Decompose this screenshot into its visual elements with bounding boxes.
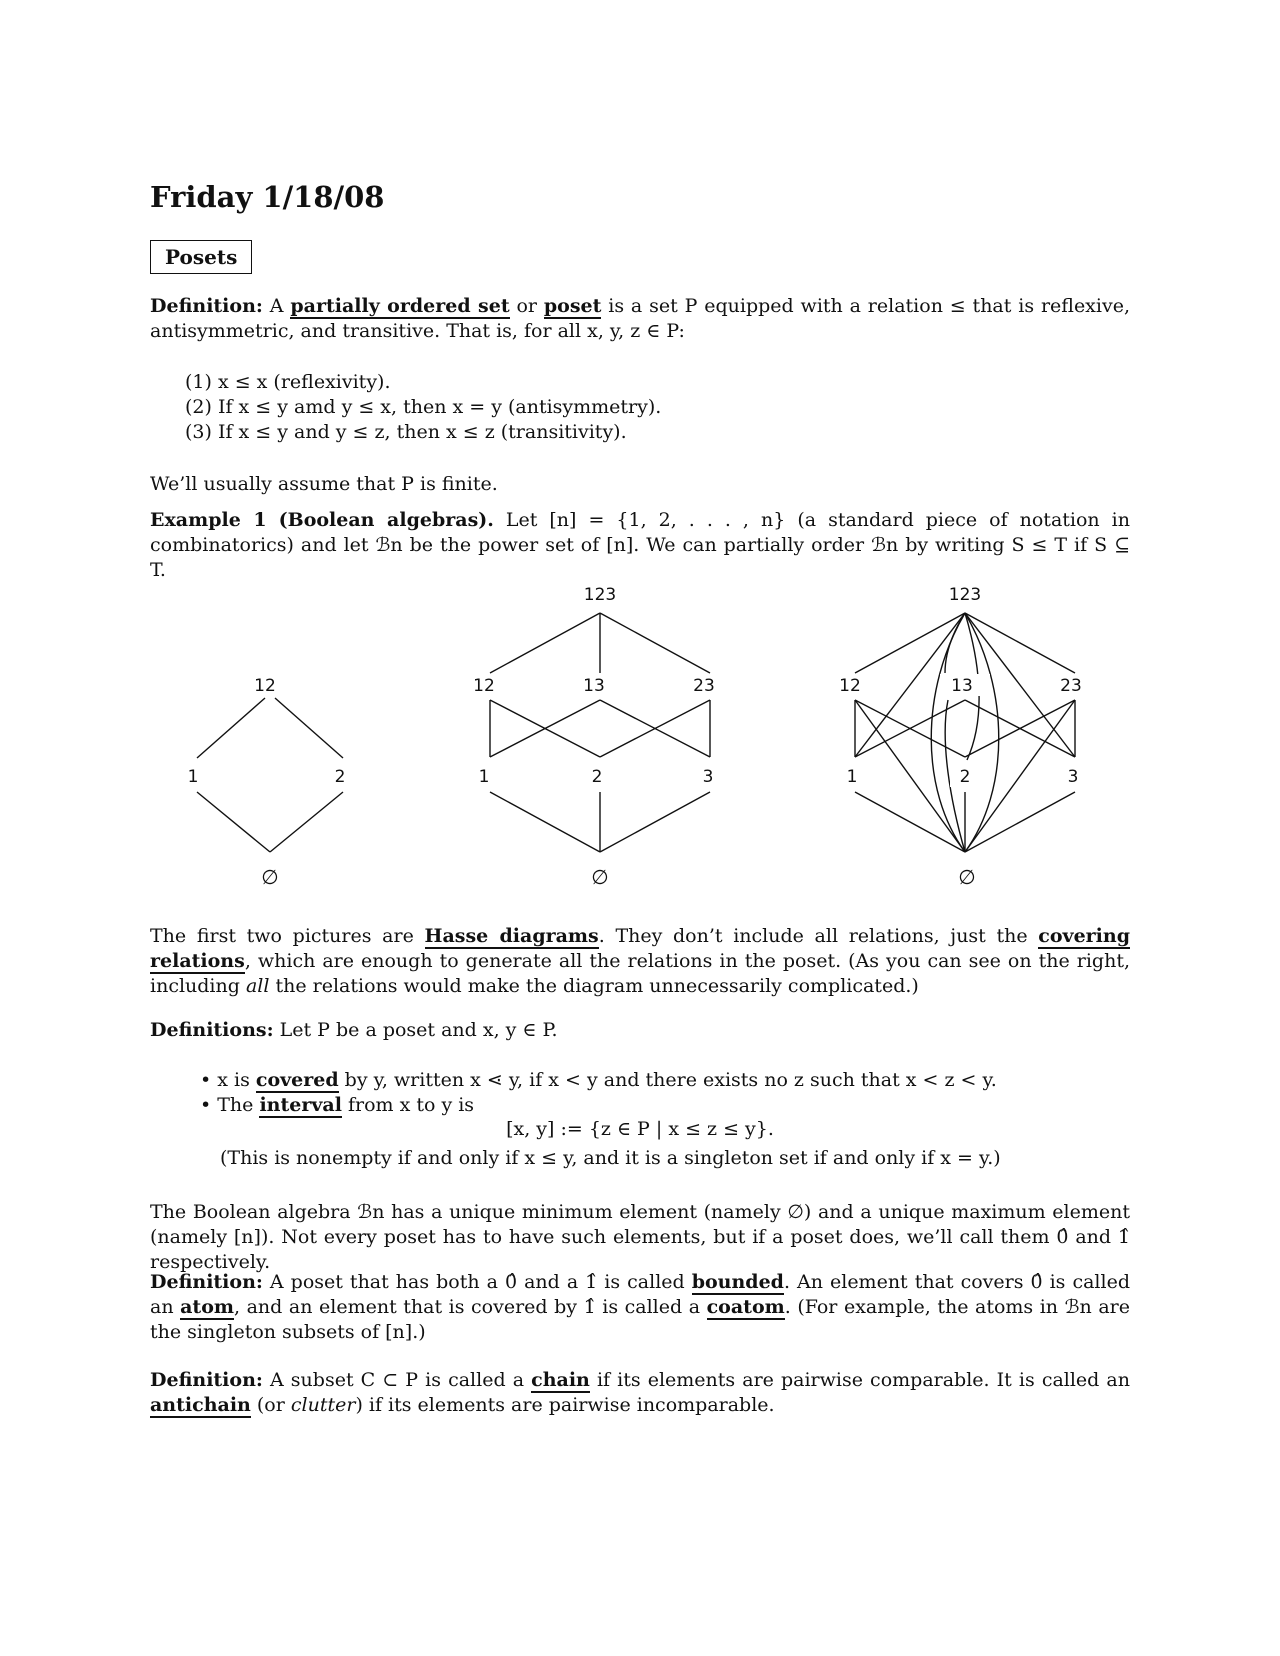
node-label: 23: [693, 676, 715, 696]
axiom-item: (1) x ≤ x (reflexivity).: [185, 371, 391, 393]
text: A subset C ⊂ P is called a: [262, 1369, 532, 1391]
node-label: ∅: [591, 865, 609, 889]
term-covering-relations: covering relations: [150, 925, 1130, 972]
definition-label: Definition:: [150, 295, 263, 317]
edge: [965, 613, 999, 852]
edge: [197, 792, 270, 852]
term-atom: atom: [180, 1296, 234, 1318]
hasse-diagram-b3: [473, 585, 715, 889]
term-bounded: bounded: [691, 1271, 784, 1293]
definitions-intro: [150, 1018, 1130, 1043]
text: ) if its elements are pairwise incomparable.: [355, 1394, 775, 1416]
bullet-interval: • The interval from x to y is: [200, 1094, 475, 1116]
node-label: 13: [583, 676, 605, 696]
definition-label: Definition:: [150, 1271, 263, 1293]
edge: [600, 613, 710, 673]
text: Let [n] = {1, 2, . . . , n} (a standard piece of notation in combinatorics) and let ℬn be the power set of [n]. We can partially order ℬn by writing S ≤ T if S ⊆ T.: [150, 509, 1130, 581]
axiom-item: (3) If x ≤ y and y ≤ z, then x ≤ z (transitivity).: [185, 421, 627, 443]
text: (or: [250, 1394, 291, 1416]
node-label: ∅: [958, 865, 976, 889]
term-partially-ordered-set: partially ordered set: [290, 295, 510, 317]
boolean-extremes-paragraph: The Boolean algebra ℬn has a unique minimum element (namely ∅) and a unique maximum element (namely [n]). Not every poset has to have such elements, but if a poset does, we’ll call them 0̂ and 1̂ respectively.: [150, 1201, 1130, 1273]
edge: [931, 613, 965, 852]
definition-chain: [150, 1368, 1130, 1418]
text: the relations would make the diagram unnecessarily complicated.): [269, 975, 919, 997]
term-antichain: antichain: [150, 1394, 251, 1416]
text: if its elements are pairwise comparable. It is called an: [589, 1369, 1130, 1391]
text: from x to y is: [341, 1094, 475, 1116]
interval-formula: [x, y] := {z ∈ P | x ≤ z ≤ y}.: [506, 1118, 774, 1140]
node-label: 2: [591, 767, 603, 787]
node-label: 123: [948, 585, 982, 605]
hasse-diagram-b2: [188, 676, 346, 889]
section-heading: Posets: [150, 240, 252, 274]
text: A poset that has both a 0̂ and a 1̂ is called: [262, 1271, 692, 1293]
text: or: [509, 295, 544, 317]
node-label: 2: [959, 767, 971, 787]
node-label: 3: [1067, 767, 1079, 787]
definitions-bullets: [200, 1068, 997, 1118]
interval-note: (This is nonempty if and only if x ≤ y, and it is a singleton set if and only if x = y.): [220, 1147, 1001, 1169]
full-relation-diagram-b3: [839, 585, 1082, 889]
node-label: ∅: [261, 865, 279, 889]
text: x is: [217, 1069, 256, 1091]
term-coatom: coatom: [706, 1296, 785, 1318]
node-label: 1: [846, 767, 858, 787]
text: The: [217, 1094, 260, 1116]
term-interval: interval: [259, 1094, 342, 1116]
edge: [197, 698, 265, 758]
edge: [490, 792, 600, 852]
definition-poset: [150, 294, 1130, 344]
node-label: 12: [473, 676, 495, 696]
edge: [270, 792, 343, 852]
edge: [275, 698, 343, 758]
node-label: 12: [254, 676, 276, 696]
node-label: 23: [1060, 676, 1082, 696]
emphasis: all: [245, 975, 270, 997]
edge: [855, 613, 965, 673]
edge: [600, 792, 710, 852]
text: is a set P equipped with a relation ≤ that is reflexive, antisymmetric, and transitive. That is, for all x, y, z ∈ P:: [150, 295, 1130, 342]
page-title: Friday 1/18/08: [150, 180, 385, 214]
bullet-covered: • x is covered by y, written x ⋖ y, if x < y and there exists no z such that x < z < y.: [200, 1069, 997, 1091]
finite-note: We’ll usually assume that P is finite.: [150, 473, 498, 495]
text: Let P be a poset and x, y ∈ P.: [273, 1019, 558, 1041]
term-covered: covered: [255, 1069, 339, 1091]
text: , and an element that is covered by 1̂ is called a: [234, 1296, 707, 1318]
text: . (For example, the atoms in ℬn are the singleton subsets of [n].): [150, 1296, 1130, 1343]
definition-label: Definitions:: [150, 1019, 274, 1041]
emphasis: clutter: [290, 1394, 356, 1416]
node-label: 1: [478, 767, 490, 787]
text: , which are enough to generate all the relations in the poset. (As you can see on the right, including: [150, 950, 1130, 997]
boolean-diagrams: [0, 570, 1280, 910]
text: A: [262, 295, 291, 317]
edge: [965, 613, 1075, 673]
hasse-paragraph: [150, 924, 1130, 999]
node-label: 1: [187, 767, 199, 787]
node-label: 123: [583, 585, 617, 605]
definition-label: Definition:: [150, 1369, 263, 1391]
example-name: (Boolean algebras).: [278, 509, 494, 531]
text: . They don’t include all relations, just the: [598, 925, 1039, 947]
text: by y, written x ⋖ y, if x < y and there exists no z such that x < z < y.: [338, 1069, 997, 1091]
text: . An element that covers 0̂ is called an: [150, 1271, 1130, 1318]
text: The first two pictures are: [150, 925, 425, 947]
term-hasse-diagrams: Hasse diagrams: [424, 925, 599, 947]
node-label: 3: [702, 767, 714, 787]
edge: [965, 700, 1075, 852]
term-poset: poset: [543, 295, 602, 317]
axiom-item: (2) If x ≤ y amd y ≤ x, then x = y (antisymmetry).: [185, 396, 662, 418]
term-chain: chain: [531, 1369, 590, 1391]
node-label: 2: [334, 767, 346, 787]
node-label: 13: [951, 676, 973, 696]
node-label: 12: [839, 676, 861, 696]
definition-bounded: [150, 1270, 1130, 1345]
edge: [490, 613, 600, 673]
example-label: Example 1: [150, 509, 267, 531]
axiom-list: [185, 370, 661, 445]
